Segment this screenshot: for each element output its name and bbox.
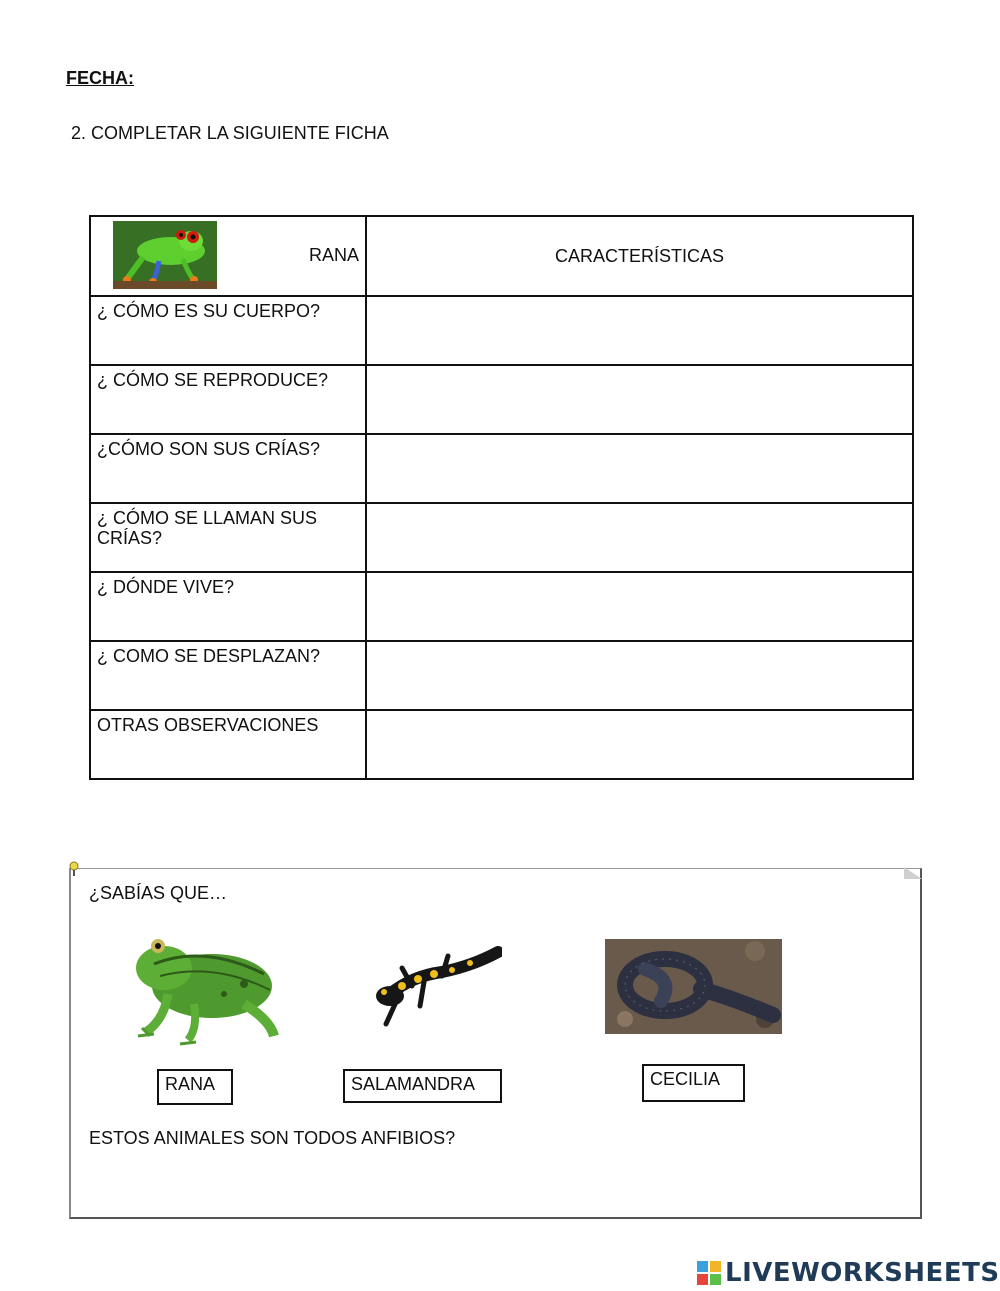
table-row bbox=[90, 296, 913, 365]
amphibians-question: ESTOS ANIMALES SON TODOS ANFIBIOS? bbox=[89, 1128, 456, 1148]
table-header-animal bbox=[90, 216, 366, 296]
worksheet-table bbox=[89, 215, 914, 780]
pin-icon bbox=[68, 861, 80, 877]
table-row bbox=[90, 434, 913, 503]
label-salamandra: SALAMANDRA bbox=[343, 1069, 502, 1103]
green-frog-image bbox=[124, 924, 284, 1052]
page-fold-corner bbox=[904, 867, 922, 879]
row-question: ¿CÓMO SON SUS CRÍAS? bbox=[90, 434, 366, 503]
row-question: ¿ CÓMO ES SU CUERPO? bbox=[90, 296, 366, 365]
table-row bbox=[90, 572, 913, 641]
row-question: ¿ COMO SE DESPLAZAN? bbox=[90, 641, 366, 710]
red-eyed-tree-frog-image bbox=[113, 221, 217, 289]
answer-cell[interactable] bbox=[366, 434, 913, 503]
row-question: ¿ CÓMO SE REPRODUCE? bbox=[90, 365, 366, 434]
logo-text: LIVEWORKSHEETS bbox=[725, 1258, 1000, 1288]
answer-cell[interactable] bbox=[366, 503, 913, 572]
liveworksheets-logo[interactable] bbox=[697, 1258, 1000, 1288]
did-you-know-title: ¿SABÍAS QUE… bbox=[89, 883, 228, 903]
answer-cell[interactable] bbox=[366, 296, 913, 365]
label-rana: RANA bbox=[157, 1069, 233, 1105]
table-header-row bbox=[90, 216, 913, 296]
fire-salamander-image bbox=[372, 946, 502, 1032]
table-row bbox=[90, 641, 913, 710]
caecilian-image bbox=[605, 939, 782, 1034]
answer-cell[interactable] bbox=[366, 572, 913, 641]
instruction-text: 2. COMPLETAR LA SIGUIENTE FICHA bbox=[71, 123, 389, 143]
answer-cell[interactable] bbox=[366, 710, 913, 779]
label-cecilia: CECILIA bbox=[642, 1064, 745, 1102]
liveworksheets-logo-icon bbox=[697, 1261, 721, 1285]
table-row bbox=[90, 365, 913, 434]
date-label: FECHA: bbox=[66, 68, 134, 88]
table-row bbox=[90, 710, 913, 779]
answer-cell[interactable] bbox=[366, 641, 913, 710]
answer-cell[interactable] bbox=[366, 365, 913, 434]
row-question: ¿ CÓMO SE LLAMAN SUS CRÍAS? bbox=[90, 503, 366, 572]
row-question: ¿ DÓNDE VIVE? bbox=[90, 572, 366, 641]
animal-name: RANA bbox=[308, 245, 359, 265]
table-row bbox=[90, 503, 913, 572]
row-question: OTRAS OBSERVACIONES bbox=[90, 710, 366, 779]
table-header-characteristics: CARACTERÍSTICAS bbox=[366, 216, 913, 296]
